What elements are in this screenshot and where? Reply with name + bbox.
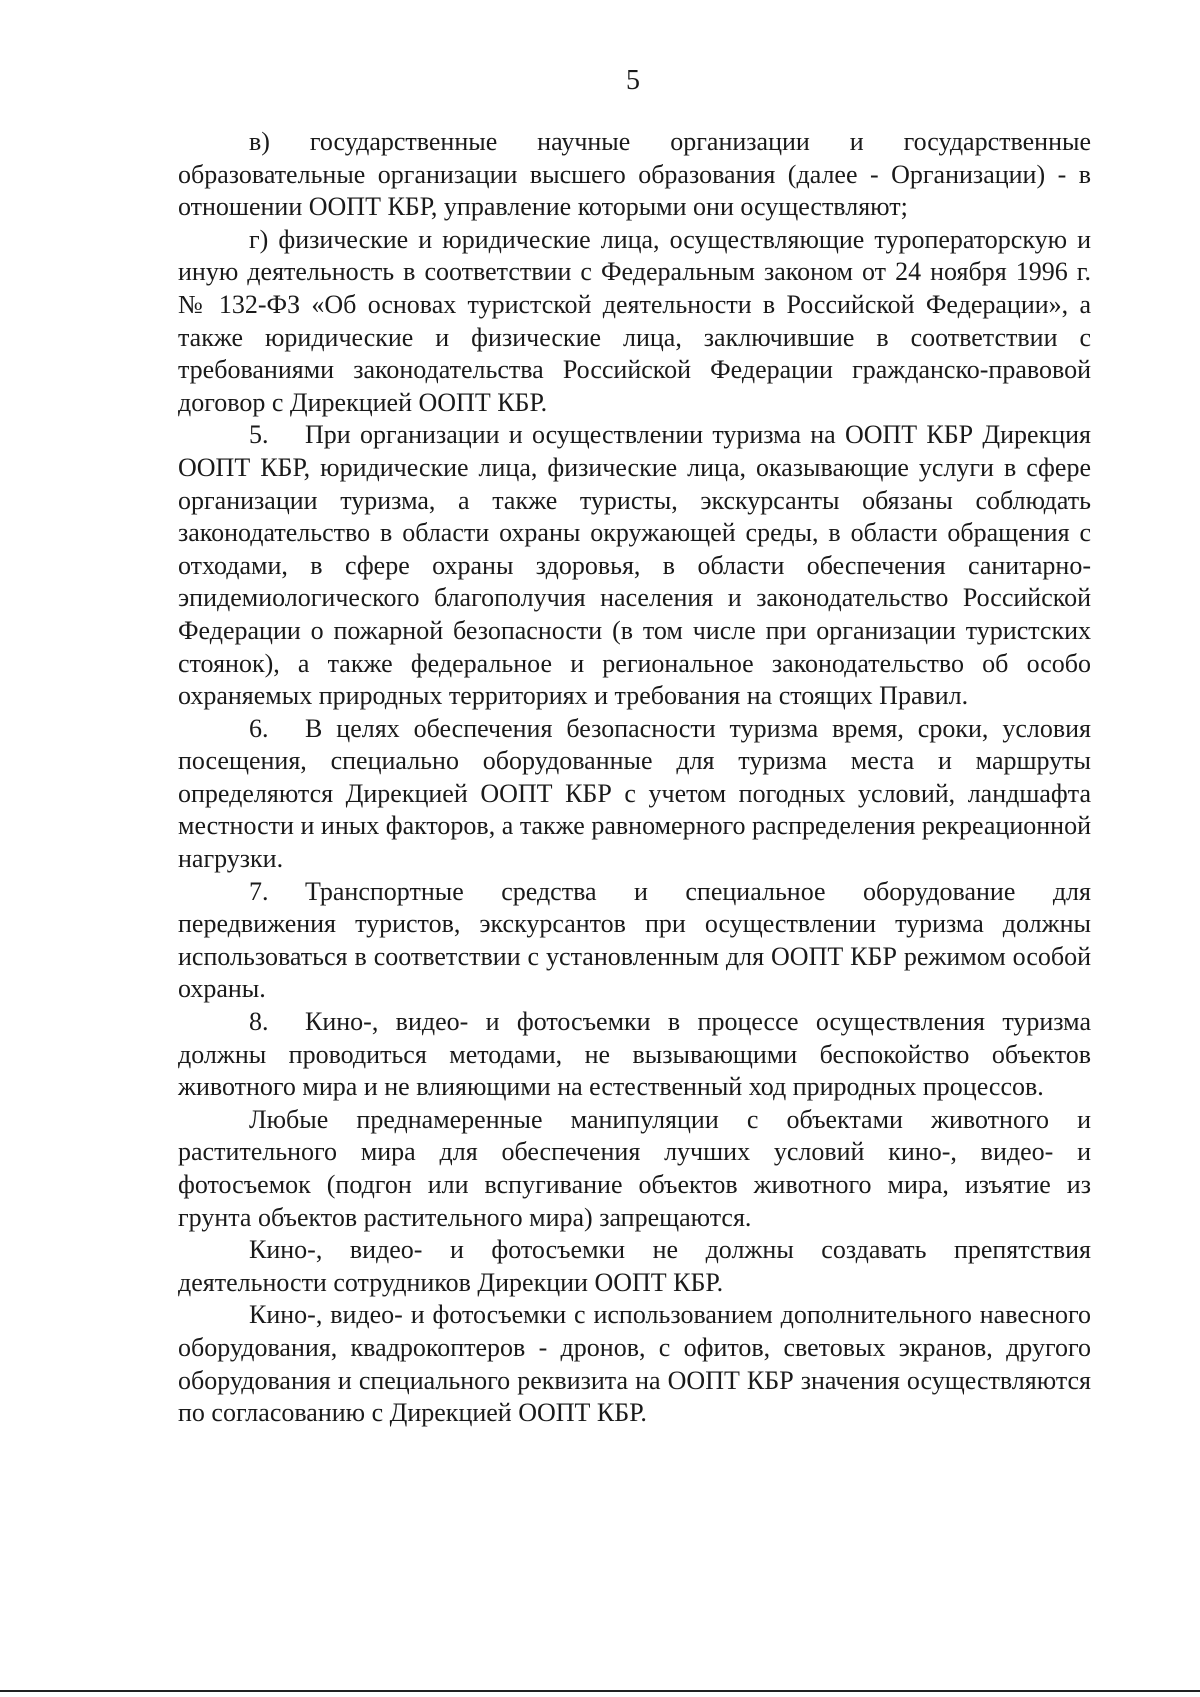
- paragraph-7: [178, 876, 1091, 1006]
- paragraph-8: [178, 1006, 1091, 1104]
- document-body: [178, 126, 1091, 1430]
- bottom-rule: [0, 1690, 1200, 1692]
- paragraph-equipment: [178, 1299, 1091, 1429]
- paragraph-text: В целях обеспечения безопасности туризма время, сроки, условия посещения, специально оборудованные для туризма места и маршруты определяются Дирекцией ООПТ КБР с учетом погодных условий, ландшафта местности и иных факторов, а также равномерного распределения рекреационной нагрузки.: [178, 713, 1091, 874]
- paragraph-text: Транспортные средства и специальное оборудование для передвижения туристов, экскурсантов при осуществлении туризма должны использоваться в соответствии с установленным для ООПТ КБР режимом особой охраны.: [178, 876, 1091, 1004]
- page-number: 5: [626, 65, 640, 96]
- paragraph-number: 7.: [249, 876, 269, 906]
- paragraph-text: При организации и осуществлении туризма на ООПТ КБР Дирекция ООПТ КБР, юридические лица, физические лица, оказывающие услуги в сфере организации туризма, а также туристы, экскурсанты обязаны соблюдать законодательство в области охраны окружающей среды, в области обращения с отходами, в сфере охраны здоровья, в области обеспечения санитарно-эпидемиологического благополучия населения и законодательство Российской Федерации о пожарной безопасности (в том числе при организации туристских стоянок), а также федеральное и региональное законодательство об особо охраняемых природных территориях и требования на стоящих Правил.: [178, 420, 1091, 711]
- paragraph-text: в) государственные научные организации и государственные образовательные организации высшего образования (далее - Организации) - в отношении ООПТ КБР, управление которыми они осуществляют;: [178, 127, 1091, 222]
- paragraph-text: г) физические и юридические лица, осуществляющие туроператорскую и иную деятельность в соответствии с Федеральным законом от 24 ноября 1996 г. № 132-ФЗ «Об основах туристской деятельности в Российской Федерации», а также юридические и физические лица, заключившие в соответствии с требованиями законодательства Российской Федерации гражданско-правовой договор с Дирекцией ООПТ КБР.: [178, 224, 1091, 417]
- paragraph-number: 6.: [249, 713, 269, 743]
- paragraph-text: Кино-, видео- и фотосъемки в процессе осуществления туризма должны проводиться методами, не вызывающими беспокойство объектов животного мира и не влияющими на естественный ход природных процессов.: [178, 1007, 1091, 1102]
- paragraph-text: Любые преднамеренные манипуляции с объектами животного и растительного мира для обеспечения лучших условий кино-, видео- и фотосъемок (подгон или вспугивание объектов животного мира, изъятие из грунта объектов растительного мира) запрещаются.: [178, 1104, 1091, 1232]
- paragraph-text: Кино-, видео- и фотосъемки не должны создавать препятствия деятельности сотрудников Дирекции ООПТ КБР.: [178, 1235, 1091, 1297]
- paragraph-number: 8.: [249, 1007, 269, 1037]
- paragraph-obstacles: [178, 1234, 1091, 1299]
- paragraph-number: 5.: [249, 420, 269, 450]
- paragraph-g: [178, 224, 1091, 420]
- paragraph-manipulations: [178, 1104, 1091, 1234]
- paragraph-6: [178, 713, 1091, 876]
- paragraph-text: Кино-, видео- и фотосъемки с использованием дополнительного навесного оборудования, квадрокоптеров - дронов, с офитов, световых экранов, другого оборудования и специального реквизита на ООПТ КБР значения осуществляются по согласованию с Дирекцией ООПТ КБР.: [178, 1300, 1091, 1428]
- paragraph-5: [178, 419, 1091, 712]
- paragraph-v: [178, 126, 1091, 224]
